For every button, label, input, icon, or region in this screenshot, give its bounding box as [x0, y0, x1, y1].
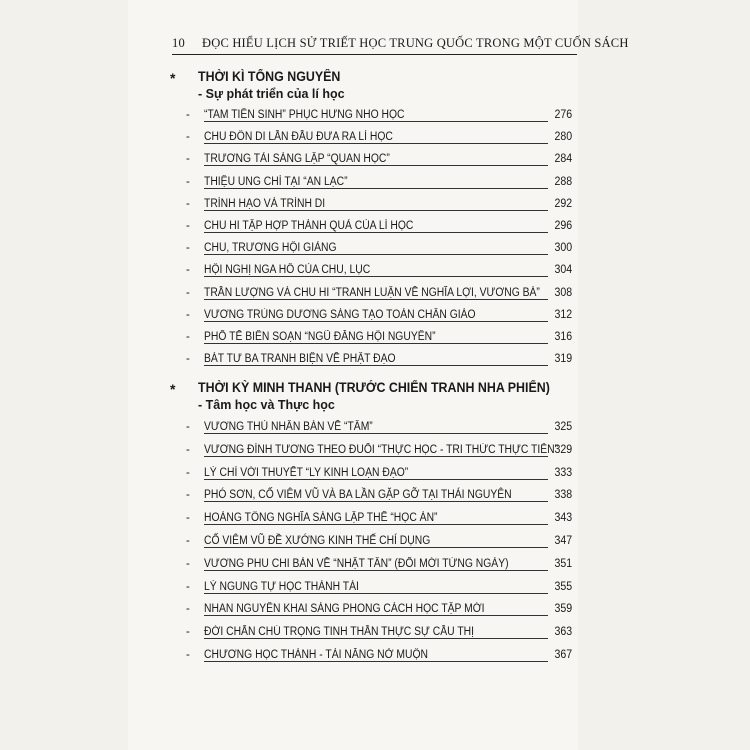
entry-title: TRƯƠNG TẢI SÁNG LẬP “QUAN HỌC”	[204, 153, 390, 166]
toc-entry[interactable]	[186, 198, 572, 216]
leader-line	[204, 210, 548, 211]
entry-dash: -	[186, 580, 190, 593]
entry-dash: -	[186, 421, 190, 433]
entry-page-number: 296	[554, 220, 572, 232]
toc-entry[interactable]	[186, 444, 572, 462]
leader-line	[204, 299, 548, 300]
entry-dash: -	[186, 353, 190, 366]
entry-title: VƯƠNG TRÙNG DƯƠNG SÁNG TẠO TOÀN CHÂN GIÁO	[204, 308, 476, 321]
toc-entry[interactable]	[186, 512, 572, 530]
toc-entry[interactable]	[186, 309, 572, 327]
entry-title: CHU, TRƯƠNG HỘI GIẢNG	[204, 242, 337, 255]
entry-title: CHU ĐÔN DI LẦN ĐẦU ĐƯA RA LÍ HỌC	[204, 131, 393, 144]
section-title: THỜI KÌ TỐNG NGUYÊN	[198, 69, 341, 84]
leader-line	[204, 165, 548, 166]
entry-page-number: 359	[554, 603, 572, 616]
leader-line	[204, 121, 548, 122]
leader-line	[204, 593, 548, 594]
leader-line	[204, 188, 548, 189]
leader-line	[204, 365, 548, 366]
leader-line	[204, 615, 548, 616]
leader-line	[204, 661, 548, 662]
toc-entry[interactable]	[186, 176, 572, 194]
entry-page-number: 304	[554, 264, 572, 277]
toc-entry[interactable]	[186, 131, 572, 149]
entry-title: CHƯƠNG HỌC THÀNH - TÀI NĂNG NỞ MUỘN	[204, 649, 429, 661]
entry-page-number: 363	[554, 626, 572, 639]
leader-line	[204, 254, 548, 255]
entry-dash: -	[186, 109, 190, 121]
entry-page-number: 292	[554, 197, 572, 210]
entry-dash: -	[186, 264, 190, 277]
entry-title: “TAM TIÊN SINH” PHỤC HƯNG NHO HỌC	[204, 109, 405, 121]
entry-title: HỘI NGHỊ NGA HỒ CỦA CHU, LỤC	[204, 264, 371, 277]
entry-dash: -	[186, 308, 190, 321]
leader-line	[204, 276, 548, 277]
entry-dash: -	[186, 603, 190, 616]
running-title: ĐỌC HIỂU LỊCH SỬ TRIẾT HỌC TRUNG QUỐC TRONG MỘT CUỐN SÁCH	[202, 36, 629, 50]
entry-dash: -	[186, 443, 190, 456]
toc-entry[interactable]	[186, 535, 572, 553]
toc-entry[interactable]	[186, 649, 572, 667]
toc-entry[interactable]	[186, 109, 572, 127]
section-marker: *	[170, 70, 176, 86]
page-header	[172, 36, 629, 55]
entry-page-number: 284	[554, 153, 572, 166]
section-subtitle: - Tâm học và Thực học	[198, 398, 335, 412]
leader-line	[204, 232, 548, 233]
toc-entry[interactable]	[186, 264, 572, 282]
section-marker: *	[170, 381, 176, 397]
toc-entry[interactable]	[186, 287, 572, 305]
page-number: 10	[172, 36, 185, 50]
entry-dash: -	[186, 175, 190, 188]
entry-dash: -	[186, 535, 190, 547]
leader-line	[204, 570, 548, 571]
entry-page-number: 300	[554, 242, 572, 255]
entry-dash: -	[186, 649, 190, 661]
entry-dash: -	[186, 153, 190, 166]
entry-page-number: 355	[554, 580, 572, 593]
entry-page-number: 280	[554, 131, 572, 144]
entry-page-number: 325	[554, 421, 572, 433]
entry-title: NHAN NGUYÊN KHAI SÁNG PHONG CÁCH HỌC TẬP MỚI	[204, 603, 485, 616]
entry-dash: -	[186, 466, 190, 479]
section-title: THỜI KỲ MINH THANH (TRƯỚC CHIẾN TRANH NHA PHIẾN)	[198, 380, 550, 395]
entry-title: TRẦN LƯỢNG VÀ CHU HI “TRANH LUẬN VỀ NGHĨA LỢI, VƯƠNG BÁ”	[204, 286, 540, 299]
entry-dash: -	[186, 286, 190, 299]
entry-dash: -	[186, 512, 190, 525]
entry-title: LÝ NGUNG TỰ HỌC THÀNH TÀI	[204, 580, 359, 593]
toc-entry[interactable]	[186, 421, 572, 439]
leader-line	[204, 638, 548, 639]
toc-entry[interactable]	[186, 331, 572, 349]
toc-entry[interactable]	[186, 603, 572, 621]
entry-page-number: 347	[554, 535, 572, 547]
toc-entry[interactable]	[186, 558, 572, 576]
entry-page-number: 367	[554, 649, 572, 661]
entry-dash: -	[186, 220, 190, 232]
toc-entry[interactable]	[186, 353, 572, 371]
leader-line	[204, 456, 548, 457]
toc-entry[interactable]	[186, 220, 572, 238]
entry-page-number: 351	[554, 557, 572, 570]
entry-page-number: 276	[554, 109, 572, 121]
entry-dash: -	[186, 242, 190, 255]
entry-dash: -	[186, 557, 190, 570]
leader-line	[204, 501, 548, 502]
entry-title: CHU HI TẬP HỢP THÀNH QUẢ CỦA LÍ HỌC	[204, 220, 414, 232]
leader-line	[204, 433, 548, 434]
entry-title: VƯƠNG PHU CHI BÀN VỀ “NHẬT TÂN” (ĐỔI MỚI TỪNG NGÀY)	[204, 557, 509, 570]
entry-title: TRÌNH HẠO VÀ TRÌNH DI	[204, 197, 326, 210]
entry-page-number: 338	[554, 489, 572, 502]
leader-line	[204, 479, 548, 480]
entry-page-number: 288	[554, 175, 572, 188]
toc-entry[interactable]	[186, 467, 572, 485]
entry-dash: -	[186, 331, 190, 343]
entry-title: PHÓ SƠN, CỐ VIÊM VŨ VÀ BA LẦN GẶP GỠ TẠI THÁI NGUYÊN	[204, 489, 512, 502]
entry-dash: -	[186, 131, 190, 144]
toc-entry[interactable]	[186, 626, 572, 644]
entry-page-number: 329	[554, 443, 572, 456]
entry-page-number: 333	[554, 466, 572, 479]
entry-page-number: 308	[554, 286, 572, 299]
entry-dash: -	[186, 489, 190, 502]
entry-title: THIỆU UNG CHÍ TẠI “AN LẠC”	[204, 175, 348, 188]
toc-entry[interactable]	[186, 581, 572, 599]
leader-line	[204, 321, 548, 322]
toc-entry[interactable]	[186, 242, 572, 260]
leader-line	[204, 343, 548, 344]
entry-page-number: 316	[554, 331, 572, 343]
entry-title: BÁT TƯ BA TRANH BIỆN VỀ PHẬT ĐẠO	[204, 353, 396, 366]
entry-page-number: 343	[554, 512, 572, 525]
leader-line	[204, 524, 548, 525]
toc-entry[interactable]	[186, 153, 572, 171]
entry-dash: -	[186, 626, 190, 639]
leader-line	[204, 143, 548, 144]
section-subtitle: - Sự phát triển của lí học	[198, 87, 345, 101]
entry-dash: -	[186, 197, 190, 210]
entry-page-number: 312	[554, 308, 572, 321]
entry-title: VƯƠNG ĐÌNH TƯƠNG THEO ĐUỔI “THỰC HỌC - TRI THỨC THỰC TIỄN”	[204, 443, 559, 456]
entry-page-number: 319	[554, 353, 572, 366]
entry-title: HOÀNG TÔNG NGHĨA SÁNG LẬP THỂ “HỌC ÁN”	[204, 512, 438, 525]
entry-title: LÝ CHÍ VỚI THUYẾT “LY KINH LOẠN ĐẠO”	[204, 466, 409, 479]
entry-title: CỐ VIÊM VŨ ĐỀ XƯỚNG KINH THẾ CHÍ DỤNG	[204, 535, 431, 547]
leader-line	[204, 547, 548, 548]
entry-title: ĐỚI CHẤN CHÚ TRỌNG TINH THẦN THỰC SỰ CẦU THỊ	[204, 626, 474, 639]
entry-title: VƯƠNG THỦ NHÂN BÀN VỀ “TÂM”	[204, 421, 373, 433]
entry-title: PHỔ TẾ BIÊN SOẠN “NGŨ ĐĂNG HỘI NGUYÊN”	[204, 331, 436, 343]
toc-entry[interactable]	[186, 489, 572, 507]
